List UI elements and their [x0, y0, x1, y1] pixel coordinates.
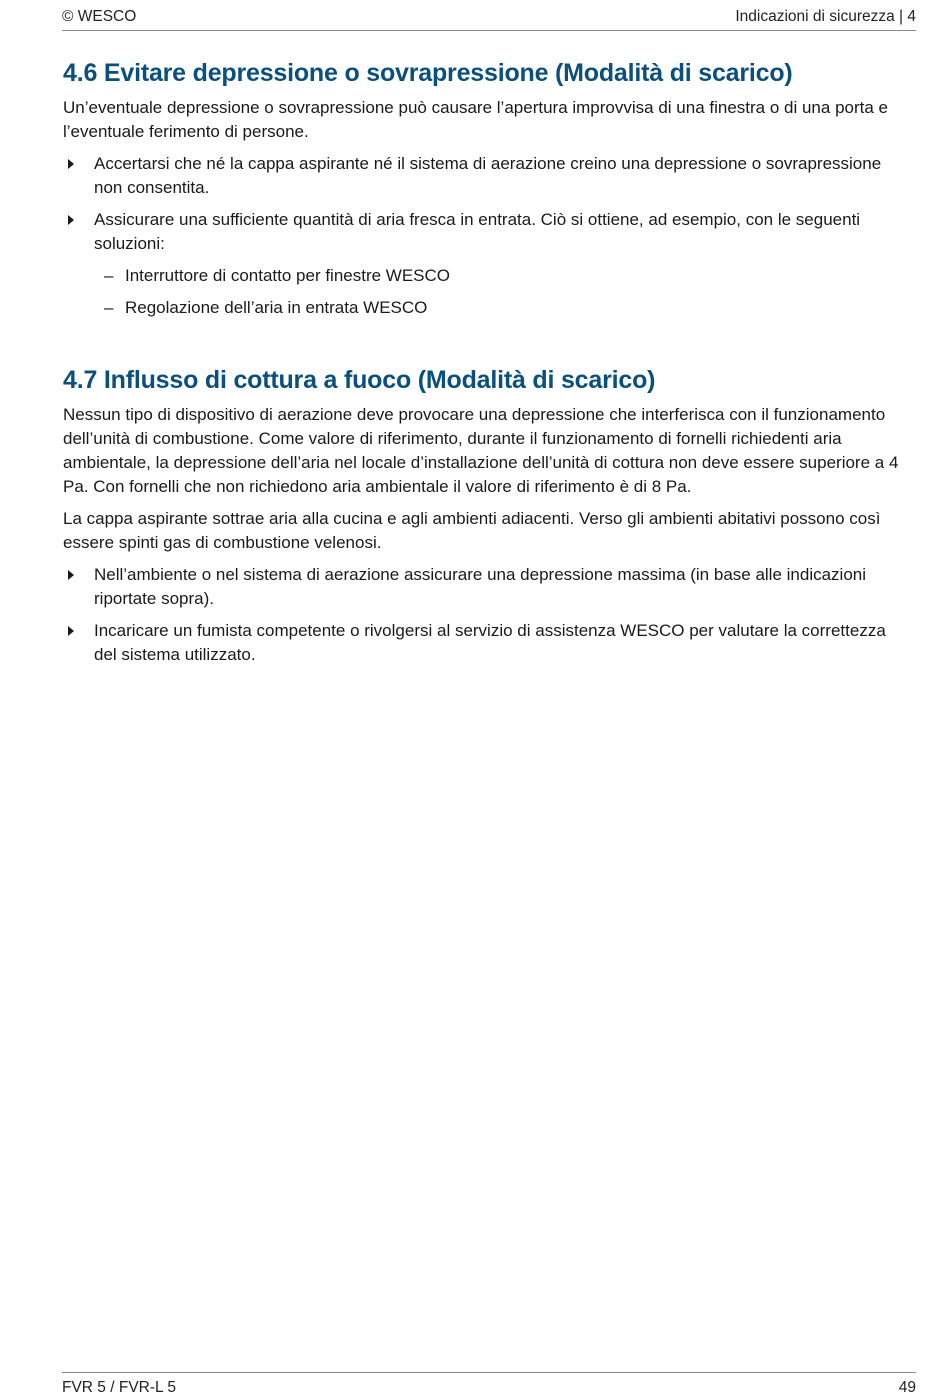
triangle-right-icon [68, 159, 74, 169]
solution-item [63, 264, 913, 288]
page-number: 49 [898, 1379, 916, 1396]
triangle-right-icon [68, 570, 74, 580]
section-4-7-title: 4.7 Influsso di cottura a fuoco (Modalità di scarico) [63, 366, 656, 394]
solution-text: Regolazione dell’aria in entrata WESCO [125, 298, 428, 317]
triangle-right-icon [68, 215, 74, 225]
action-item [63, 619, 913, 667]
dash-marker: – [104, 266, 114, 285]
section-4-6 [63, 56, 913, 320]
action-text: Accertarsi che né la cappa aspirante né il sistema di aerazione creino una depressione o sovrapressione non consentita. [94, 154, 882, 197]
solutions-list [63, 264, 913, 320]
page-footer [62, 1372, 916, 1397]
solution-text: Interruttore di contatto per finestre WESCO [125, 266, 451, 285]
triangle-right-icon [68, 626, 74, 636]
section-4-7-actions [63, 563, 913, 667]
section-4-7 [63, 363, 913, 667]
section-4-6-title: 4.6 Evitare depressione o sovrapressione (Modalità di scarico) [63, 59, 793, 87]
action-text: Assicurare una sufficiente quantità di aria fresca in entrata. Ciò si ottiene, ad esempio, con le seguenti soluzioni: [94, 210, 861, 253]
footer-model: FVR 5 / FVR-L 5 [62, 1379, 176, 1396]
header-chapter: Indicazioni di sicurezza | 4 [735, 8, 916, 25]
page-content [63, 56, 913, 667]
section-4-7-paragraph-1: Nessun tipo di dispositivo di aerazione deve provocare una depressione che interferisca con il funzionamento dell’unità di combustione. Come valore di riferimento, durante il funzionamento di fornelli richiedenti aria ambientale, la depressione dell’aria nel locale d’installazione dell’unità di cottura non deve essere superiore a 4 Pa. Con fornelli che non richiedono aria ambientale il valore di riferimento è di 8 Pa. [63, 405, 899, 496]
action-text: Incaricare un fumista competente o rivolgersi al servizio di assistenza WESCO per valutare la correttezza del sistema utilizzato. [94, 621, 886, 664]
section-4-7-paragraph-2: La cappa aspirante sottrae aria alla cucina e agli ambienti adiacenti. Verso gli ambienti abitativi possono così essere spinti gas di combustione velenosi. [63, 509, 881, 552]
section-4-6-actions [63, 152, 913, 320]
action-text: Nell’ambiente o nel sistema di aerazione assicurare una depressione massima (in base alle indicazioni riportate sopra). [94, 565, 867, 608]
action-item [63, 152, 913, 200]
action-item [63, 208, 913, 320]
header-copyright: © WESCO [62, 8, 137, 25]
solution-item [63, 296, 913, 320]
page-header [62, 4, 916, 31]
dash-marker: – [104, 298, 114, 317]
action-item [63, 563, 913, 611]
section-4-6-intro: Un’eventuale depressione o sovrapressione può causare l’apertura improvvisa di una finestra o di una porta e l’eventuale ferimento di persone. [63, 98, 888, 141]
